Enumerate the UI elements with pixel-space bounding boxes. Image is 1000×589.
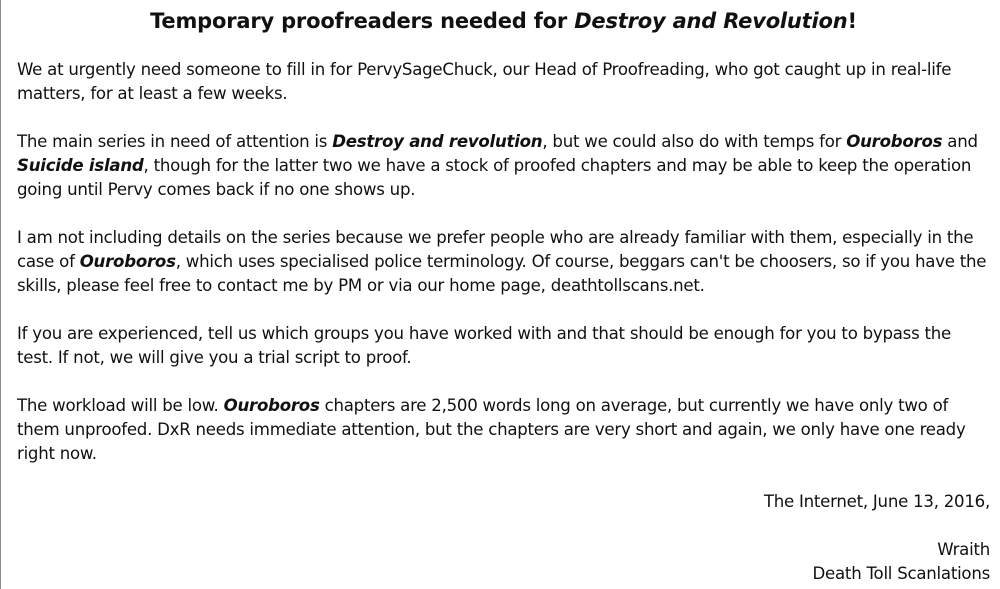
series-text-3: and [942,132,978,151]
details-text-2: , which uses specialised police terminology. Of course, beggars can't be choosers, so if you have the skills, please feel free to contact me by PM or via our home page, deathtollscans.net. [17,252,987,295]
left-border-line [0,0,1,589]
series-name-ouroboros: Ouroboros [79,252,176,271]
series-text-1: The main series in need of attention is [17,132,333,151]
paragraph-series [17,130,990,202]
series-name-ouroboros: Ouroboros [223,396,320,415]
title-suffix: ! [847,9,857,33]
paragraph-experience: If you are experienced, tell us which groups you have worked with and that should be enough for you to bypass the test. If not, we will give you a trial script to proof. [17,324,951,367]
page-title [17,6,990,36]
workload-text-2: chapters are 2,500 words long on average, but currently we have only two of them unproofed. DxR needs immediate attention, but the chapters are very short and again, we only have one ready right now. [17,396,966,463]
series-text-2: , but we could also do with temps for [542,132,847,151]
paragraph-details [17,226,990,298]
series-name-ouroboros: Ouroboros [846,132,943,151]
paragraph-spacer [17,298,990,322]
paragraph-spacer [17,202,990,226]
title-series-name: Destroy and Revolution [574,9,848,33]
series-name-suicide-island: Suicide island [17,156,144,175]
announcement-page [17,0,990,586]
series-text-4: , though for the latter two we have a stock of proofed chapters and may be able to keep the operation going until Pervy comes back if no one shows up. [17,156,972,199]
signature-date-line: The Internet, June 13, 2016, [763,492,990,511]
paragraph-workload [17,394,990,466]
paragraph-spacer [17,370,990,394]
signature-group: Death Toll Scanlations [812,564,990,583]
paragraph-intro: We at urgently need someone to fill in for PervySageChuck, our Head of Proofreading, who got caught up in real-life matters, for at least a few weeks. [17,60,952,103]
signature-name: Wraith [937,540,990,559]
workload-text-1: The workload will be low. [17,396,224,415]
title-prefix: Temporary proofreaders needed for [150,9,575,33]
paragraph-spacer [17,106,990,130]
details-text-1: I am not including details on the series because we prefer people who are already familiar with them, especially in the case of [17,228,974,271]
series-name-destroy-and-revolution: Destroy and revolution [332,132,543,151]
